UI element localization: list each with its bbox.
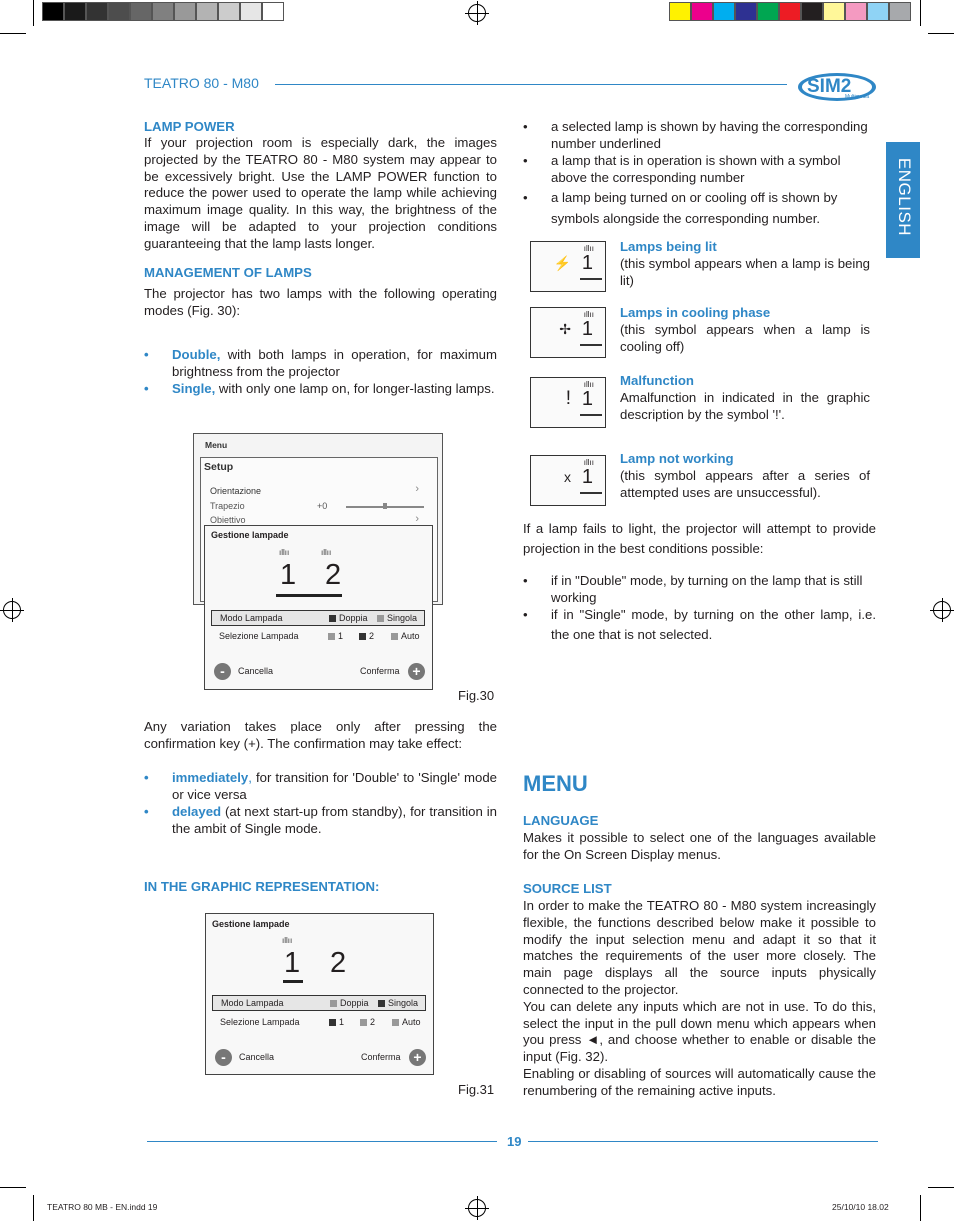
- language-text: Makes it possible to select one of the languages available for the On Screen Display menus.: [523, 830, 876, 862]
- lamp-malfunction-symbol: ıllıı ! 1: [530, 377, 606, 428]
- color-swatch: [779, 2, 801, 21]
- sim2-logo: [797, 70, 877, 102]
- registration-mark-icon: [3, 601, 21, 619]
- crop-mark: [928, 33, 954, 34]
- print-date: 25/10/10 18.02: [832, 1202, 889, 1212]
- running-header: TEATRO 80 - M80: [144, 75, 259, 91]
- gray-swatch: [108, 2, 130, 21]
- graphic-heading: IN THE GRAPHIC REPRESENTATION:: [144, 879, 380, 894]
- malfunction-text: Amalfunction in indicated in the graphic description by the symbol '!'.: [620, 390, 870, 422]
- color-swatch: [669, 2, 691, 21]
- osd-row-modo[interactable]: Modo Lampada Doppia Singola: [212, 995, 426, 1011]
- osd-lamp-panel: Gestione lampade ıllıı ıllıı 1 2 Modo Lampada Doppia Singola Selezione Lampada 1 2 Auto - Cancella Conferma +: [204, 525, 433, 690]
- lamp-2-indicator: 2: [330, 947, 347, 979]
- lamp-not-working-text: (this symbol appears after a series of attempted uses are unsuccessful).: [620, 468, 870, 500]
- lamp-not-working-symbol: ıllıı x 1: [530, 455, 606, 506]
- lamps-cooling-text: (this symbol appears when a lamp is cooling off): [620, 322, 870, 354]
- crop-mark: [920, 0, 921, 26]
- lamp-fail-text: If a lamp fails to light, the projector will attempt to provide projection in the best conditions possible:: [523, 521, 876, 556]
- color-swatch: [691, 2, 713, 21]
- lamps-lit-text: (this symbol appears when a lamp is being lit): [620, 256, 870, 288]
- color-swatch: [823, 2, 845, 21]
- list-item: • a lamp that is in operation is shown with a symbol above the corresponding number: [523, 153, 841, 185]
- language-tab: ENGLISH: [886, 142, 920, 258]
- color-swatch: [757, 2, 779, 21]
- lamp-selection-underline: [283, 980, 303, 983]
- gray-swatch: [196, 2, 218, 21]
- registration-mark-icon: [933, 601, 951, 619]
- lamp-selection-underline: [276, 594, 342, 597]
- gray-swatch: [174, 2, 196, 21]
- management-heading: MANAGEMENT OF LAMPS: [144, 265, 312, 280]
- section-title: MENU: [523, 771, 588, 796]
- management-text: The projector has two lamps with the following operating modes (Fig. 30):: [144, 286, 497, 318]
- list-item: • a selected lamp is shown by having the corresponding number underlined: [523, 119, 868, 151]
- file-slug: TEATRO 80 MB - EN.indd 19: [47, 1202, 158, 1212]
- crop-mark: [33, 1195, 34, 1221]
- confirm-button[interactable]: +: [408, 663, 425, 680]
- gray-swatch: [240, 2, 262, 21]
- gray-swatch: [262, 2, 284, 21]
- source-list-text: In order to make the TEATRO 80 - M80 system increasingly flexible, the functions described below make it possible to modify the input selection menu and adapt it so that it matches the requirements of the user more closely. The main page displays all the source inputs physically connected to the projector. You can delete any inputs which are not in use. To do this, select the input in the pull down menu which appears when you press ◄, and choose whether to enable or disable the input (Fig. 32). Enabling or disabling of sources will automatically cause the renumbering of the remaining active inputs.: [523, 898, 876, 1098]
- source-list-heading: SOURCE LIST: [523, 881, 612, 896]
- page-number: 19: [507, 1134, 522, 1149]
- svg-text:Multimedia: Multimedia: [845, 94, 870, 100]
- confirm-button[interactable]: +: [409, 1049, 426, 1066]
- registration-mark-icon: [468, 1199, 486, 1217]
- list-item: • if in "Single" mode, by turning on the other lamp, i.e. the one that is not selected.: [523, 607, 876, 642]
- figure-caption: Fig.30: [458, 688, 495, 703]
- language-heading: LANGUAGE: [523, 813, 599, 828]
- malfunction-heading: Malfunction: [620, 373, 694, 388]
- list-item: • a lamp being turned on or cooling off is shown by symbols alongside the corresponding number.: [523, 190, 838, 226]
- variation-text: Any variation takes place only after pressing the confirmation key (+). The confirmation may take effect:: [144, 719, 497, 751]
- lamp-cooling-symbol: ıllıı ✢ 1: [530, 307, 606, 358]
- gray-swatch: [130, 2, 152, 21]
- osd-lamp-panel: Gestione lampade ıllıı 1 2 Modo Lampada Doppia Singola Selezione Lampada 1 2 Auto - Cancella Conferma +: [205, 913, 434, 1075]
- figure-caption: Fig.31: [458, 1082, 495, 1097]
- lamp-not-working-heading: Lamp not working: [620, 451, 734, 466]
- gray-swatch: [86, 2, 108, 21]
- gray-swatch: [42, 2, 64, 21]
- crop-mark: [928, 1187, 954, 1188]
- gray-swatch: [152, 2, 174, 21]
- lamp-2-indicator: 2: [325, 559, 342, 591]
- list-item: • delayed (at next start-up from standby), for transition in the ambit of Single mode.: [144, 804, 497, 836]
- lamp-power-text: If your projection room is especially dark, the images projected by the TEATRO 80 - M80 system may appear to be excessively bright. Use the LAMP POWER function to reduce the power used to operate the lamp while achieving maximum image quality. In this way, the brightness of the image will be adapted to your projection conditions guaranteeing that the lamp lasts longer.: [144, 135, 497, 251]
- color-swatch: [713, 2, 735, 21]
- lamp-1-indicator: 1: [280, 559, 297, 591]
- color-swatch: [801, 2, 823, 21]
- cancel-button[interactable]: -: [214, 663, 231, 680]
- crop-mark: [0, 1187, 26, 1188]
- list-item: • immediately, for transition for 'Double' to 'Single' mode or vice versa: [144, 770, 497, 802]
- list-item: • if in "Double" mode, by turning on the lamp that is still working: [523, 573, 863, 605]
- osd-setup-panel: Setup Orientazione › Trapezio +0 Obiettivo ›: [200, 457, 438, 602]
- cancel-button[interactable]: -: [215, 1049, 232, 1066]
- gray-swatch: [64, 2, 86, 21]
- lamp-power-heading: LAMP POWER: [144, 119, 235, 134]
- osd-row-modo[interactable]: Modo Lampada Doppia Singola: [211, 610, 425, 626]
- color-swatch: [889, 2, 911, 21]
- lamps-cooling-heading: Lamps in cooling phase: [620, 305, 771, 320]
- crop-mark: [0, 33, 26, 34]
- lamps-lit-heading: Lamps being lit: [620, 239, 717, 254]
- header-rule: [275, 84, 787, 85]
- footer-rule: [147, 1141, 497, 1142]
- lamp-1-indicator: 1: [284, 947, 301, 979]
- color-swatch: [845, 2, 867, 21]
- footer-rule: [528, 1141, 878, 1142]
- gray-swatch: [218, 2, 240, 21]
- crop-mark: [920, 1195, 921, 1221]
- list-item: • Single, with only one lamp on, for longer-lasting lamps.: [144, 381, 495, 396]
- list-item: • Double, with both lamps in operation, for maximum brightness from the projector: [144, 347, 497, 379]
- keystone-slider-thumb[interactable]: [383, 503, 387, 509]
- color-swatch: [735, 2, 757, 21]
- lamp-lit-symbol: ıllıı ⚡ 1: [530, 241, 606, 292]
- color-swatch: [867, 2, 889, 21]
- svg-text:SIM2: SIM2: [807, 76, 852, 97]
- osd-menu-window: Menu Setup Orientazione › Trapezio +0 Obiettivo ›: [193, 433, 443, 605]
- crop-mark: [33, 0, 34, 26]
- registration-mark-icon: [468, 4, 486, 22]
